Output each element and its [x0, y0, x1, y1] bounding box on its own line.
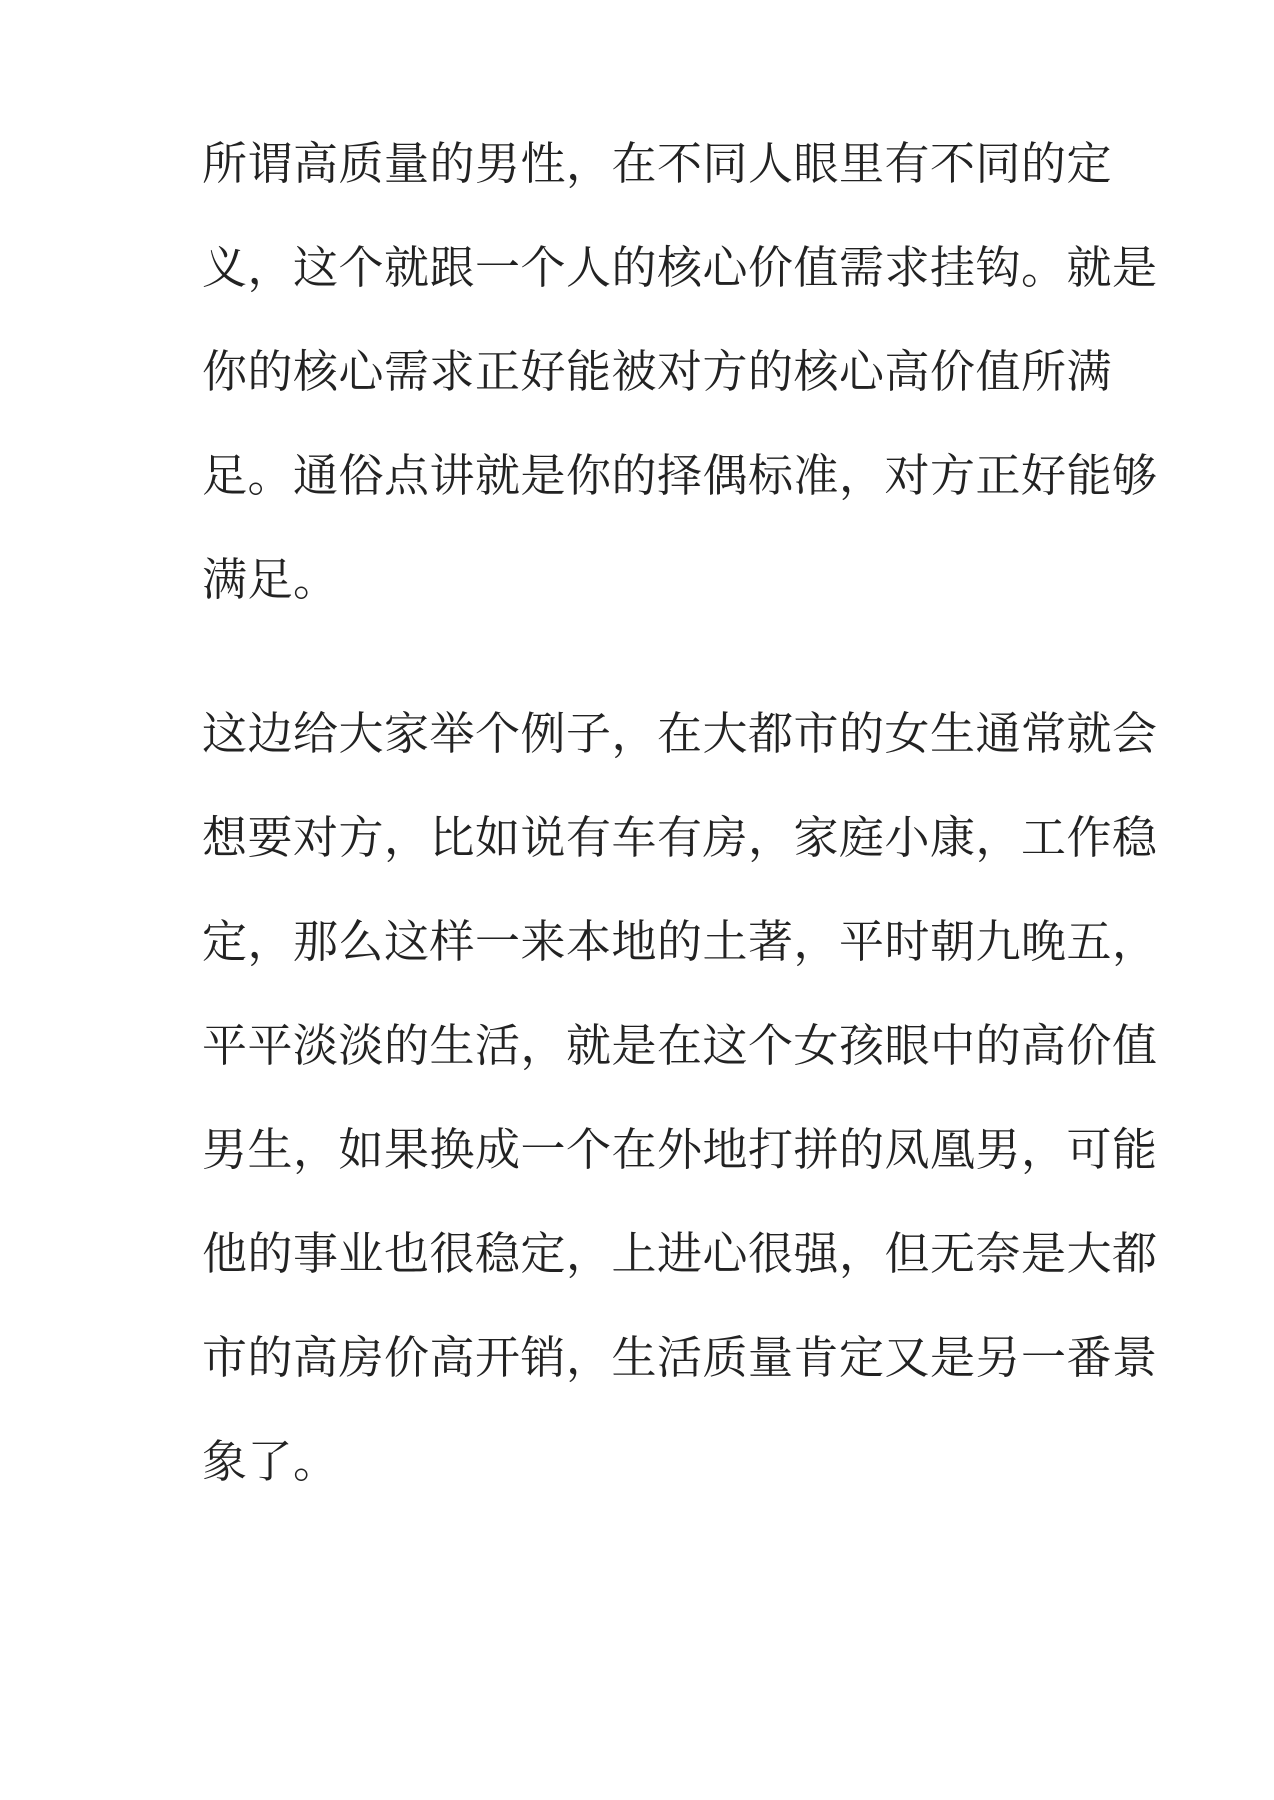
text-line: 想要对方，比如说有车有房，家庭小康，工作稳	[202, 811, 1158, 864]
paragraph-2	[202, 682, 1158, 1514]
text-line: 象了。	[202, 1435, 339, 1488]
text-line: 他的事业也很稳定，上进心很强，但无奈是大都	[202, 1227, 1158, 1280]
text-line: 定，那么这样一来本地的土著，平时朝九晚五，	[202, 915, 1158, 968]
text-line: 男生，如果换成一个在外地打拼的凤凰男，可能	[202, 1123, 1158, 1176]
text-line: 市的高房价高开销，生活质量肯定又是另一番景	[202, 1331, 1158, 1384]
text-line: 你的核心需求正好能被对方的核心高价值所满	[202, 345, 1113, 398]
text-line: 满足。	[202, 553, 339, 606]
text-line: 义，这个就跟一个人的核心价值需求挂钩。就是	[202, 241, 1158, 294]
paragraph-1	[202, 112, 1158, 632]
text-line: 足。通俗点讲就是你的择偶标准，对方正好能够	[202, 449, 1158, 502]
text-line: 所谓高质量的男性，在不同人眼里有不同的定	[202, 137, 1113, 190]
text-line: 这边给大家举个例子，在大都市的女生通常就会	[202, 707, 1158, 760]
text-line: 平平淡淡的生活，就是在这个女孩眼中的高价值	[202, 1019, 1158, 1072]
